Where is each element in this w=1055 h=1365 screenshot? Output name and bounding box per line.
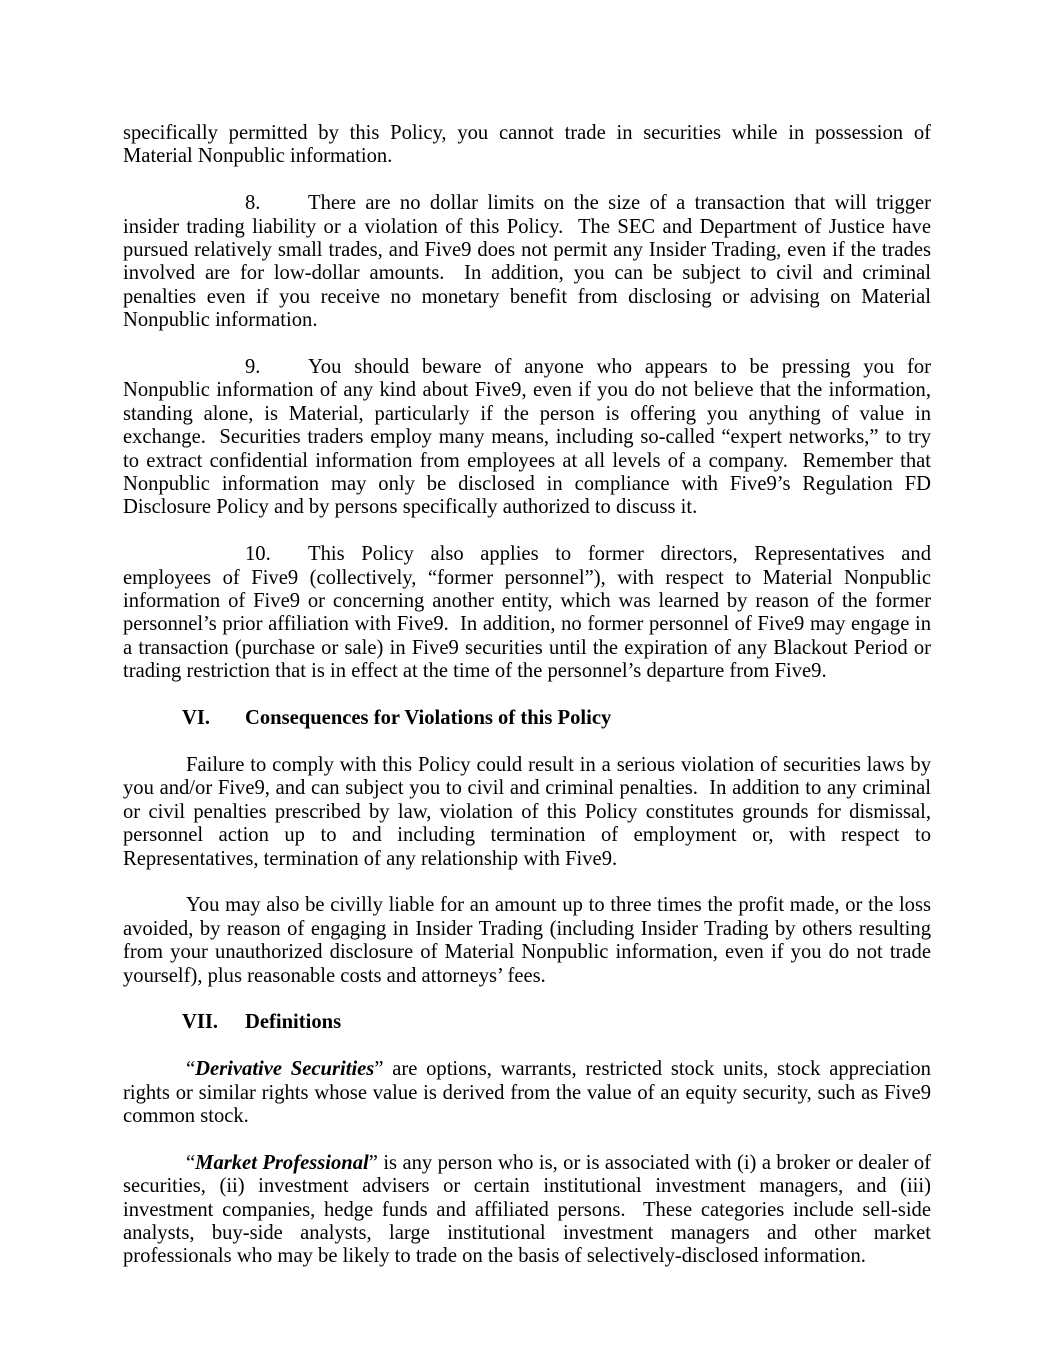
consequences-paragraph-2: You may also be civilly liable for an amount up to three times the profit made, or the loss avoided, by reason of engaging in Insider Trading (including Insider Trading by others resulting from your unauthorized disclosure of Material Nonpublic information, even if you do not trade yourself), plus reasonable costs and attorneys’ fees. [123, 894, 931, 987]
definition-term-market-professional: Market Professional [195, 1151, 369, 1174]
definition-term-derivative-securities: Derivative Securities [195, 1058, 375, 1081]
numbered-paragraph-9-text: You should beware of anyone who appears to be pressing you for Nonpublic information of any kind about Five9, even if you do not believe that the information, standing alone, is Material, particularly if the person is offering you anything of value in exchange. Securities traders employ many means, including so-called “expert networks,” to try to extract confidential information from employees at all levels of a company. Remember that Nonpublic information may only be disclosed in compliance with Five9’s Regulation FD Disclosure Policy and by persons specifically authorized to discuss it. [123, 356, 931, 519]
numbered-paragraph-10-text: This Policy also applies to former directors, Representatives and employees of Five9 (collectively, “former personnel”), with respect to Material Nonpublic information of Five9 or concerning another entity, which was learned by reason of the former personnel’s prior affiliation with Five9. In addition, no former personnel of Five9 may engage in a transaction (purchase or sale) in Five9 securities until the expiration of any Blackout Period or trading restriction that is in effect at the time of the personnel’s departure from Five9. [123, 543, 931, 683]
consequences-paragraph-1: Failure to comply with this Policy could result in a serious violation of securities laws by you and/or Five9, and can subject you to civil and criminal penalties. In addition to any criminal or civil penalties prescribed by law, violation of this Policy constitutes grounds for dismissal, personnel action up to and including termination of employment or, with respect to Representatives, termination of any relationship with Five9. [123, 753, 931, 870]
list-number-10: 10. [245, 543, 271, 566]
open-quote: “ [186, 1151, 196, 1174]
definition-paragraph-market-professional [123, 1152, 931, 1269]
section-title-vi: Consequences for Violations of this Policy [245, 707, 612, 730]
definition-paragraph-derivative-securities [123, 1058, 931, 1128]
definition-text-market-professional: ” is any person who is, or is associated with (i) a broker or dealer of securities, (ii) investment advisers or certain institutional investment managers, and (iii) investment companies, hedge funds and affiliated persons. These categories include sell-side analysts, buy-side analysts, large institutional investment managers and other market professionals who may be likely to trade on the basis of selectively-disclosed information. [123, 1151, 932, 1268]
numbered-paragraph-10 [123, 543, 931, 683]
list-number-9: 9. [245, 356, 261, 379]
intro-paragraph: specifically permitted by this Policy, you cannot trade in securities while in possession of Material Nonpublic information. [123, 122, 931, 168]
numbered-paragraph-8-text: There are no dollar limits on the size of a transaction that will trigger insider trading liability or a violation of this Policy. The SEC and Department of Justice have pursued relatively small trades, and Five9 does not permit any Insider Trading, even if the trades involved are for low-dollar amounts. In addition, you can be subject to civil and criminal penalties even if you receive no monetary benefit from disclosing or advising on Material Nonpublic information. [123, 192, 931, 332]
section-heading-vii [123, 1011, 931, 1034]
section-number-vi: VI. [182, 707, 211, 730]
section-heading-vi [123, 707, 931, 730]
list-number-8: 8. [245, 192, 261, 215]
section-title-vii: Definitions [245, 1011, 342, 1034]
definition-text-derivative-securities: ” are options, warrants, restricted stock units, stock appreciation rights or similar rights whose value is derived from the value of an equity security, such as Five9 common stock. [123, 1058, 931, 1127]
section-number-vii: VII. [182, 1011, 219, 1034]
numbered-paragraph-9 [123, 356, 931, 520]
numbered-paragraph-8 [123, 192, 931, 332]
open-quote: “ [186, 1058, 196, 1081]
